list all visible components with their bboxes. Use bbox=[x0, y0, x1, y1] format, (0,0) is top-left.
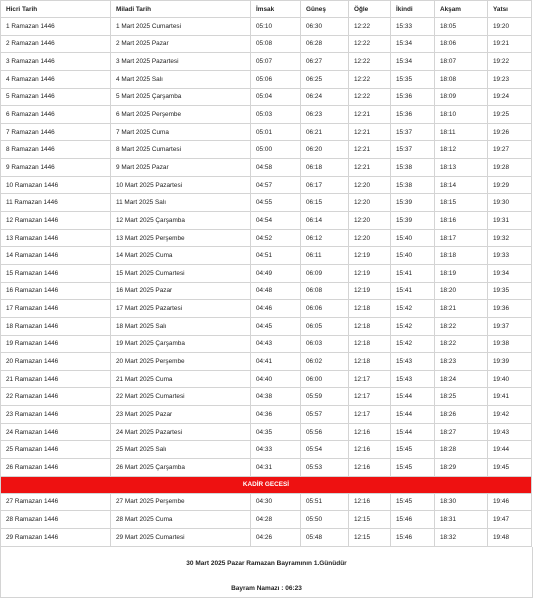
cell-miladi-tarih: 2 Mart 2025 Pazar bbox=[111, 35, 251, 53]
cell-aksam: 18:20 bbox=[435, 282, 488, 300]
cell-hicri-tarih: 25 Ramazan 1446 bbox=[1, 441, 111, 459]
table-row bbox=[1, 528, 532, 546]
cell-aksam: 18:08 bbox=[435, 70, 488, 88]
cell-hicri-tarih: 28 Ramazan 1446 bbox=[1, 511, 111, 529]
cell-ogle: 12:18 bbox=[349, 300, 391, 318]
cell-ikindi: 15:41 bbox=[391, 264, 435, 282]
cell-yatsi: 19:41 bbox=[488, 388, 532, 406]
header-aksam: Akşam bbox=[435, 1, 488, 18]
cell-yatsi: 19:31 bbox=[488, 212, 532, 230]
cell-yatsi: 19:32 bbox=[488, 229, 532, 247]
table-row bbox=[1, 335, 532, 353]
cell-hicri-tarih: 5 Ramazan 1446 bbox=[1, 88, 111, 106]
table-row bbox=[1, 53, 532, 71]
cell-imsak: 04:41 bbox=[251, 353, 301, 371]
cell-gunes: 06:20 bbox=[301, 141, 349, 159]
footer-spacer bbox=[1, 572, 532, 580]
cell-imsak: 05:07 bbox=[251, 53, 301, 71]
cell-miladi-tarih: 3 Mart 2025 Pazartesi bbox=[111, 53, 251, 71]
table-row bbox=[1, 35, 532, 53]
cell-imsak: 04:46 bbox=[251, 300, 301, 318]
cell-imsak: 04:33 bbox=[251, 441, 301, 459]
cell-aksam: 18:29 bbox=[435, 459, 488, 477]
header-ogle: Öğle bbox=[349, 1, 391, 18]
cell-gunes: 06:28 bbox=[301, 35, 349, 53]
cell-aksam: 18:30 bbox=[435, 493, 488, 511]
cell-gunes: 05:57 bbox=[301, 406, 349, 424]
cell-ogle: 12:22 bbox=[349, 88, 391, 106]
cell-imsak: 04:51 bbox=[251, 247, 301, 265]
cell-imsak: 04:43 bbox=[251, 335, 301, 353]
cell-hicri-tarih: 27 Ramazan 1446 bbox=[1, 493, 111, 511]
cell-yatsi: 19:25 bbox=[488, 106, 532, 124]
cell-aksam: 18:17 bbox=[435, 229, 488, 247]
cell-miladi-tarih: 22 Mart 2025 Cumartesi bbox=[111, 388, 251, 406]
cell-aksam: 18:27 bbox=[435, 423, 488, 441]
cell-imsak: 04:52 bbox=[251, 229, 301, 247]
cell-ogle: 12:19 bbox=[349, 264, 391, 282]
cell-ikindi: 15:34 bbox=[391, 53, 435, 71]
cell-ogle: 12:16 bbox=[349, 423, 391, 441]
cell-hicri-tarih: 9 Ramazan 1446 bbox=[1, 159, 111, 177]
cell-miladi-tarih: 10 Mart 2025 Pazartesi bbox=[111, 176, 251, 194]
cell-ogle: 12:21 bbox=[349, 159, 391, 177]
cell-miladi-tarih: 8 Mart 2025 Cumartesi bbox=[111, 141, 251, 159]
cell-yatsi: 19:33 bbox=[488, 247, 532, 265]
cell-gunes: 06:25 bbox=[301, 70, 349, 88]
cell-gunes: 06:06 bbox=[301, 300, 349, 318]
cell-hicri-tarih: 18 Ramazan 1446 bbox=[1, 317, 111, 335]
cell-ogle: 12:18 bbox=[349, 317, 391, 335]
table-row bbox=[1, 511, 532, 529]
cell-gunes: 06:09 bbox=[301, 264, 349, 282]
cell-miladi-tarih: 16 Mart 2025 Pazar bbox=[111, 282, 251, 300]
cell-aksam: 18:18 bbox=[435, 247, 488, 265]
cell-ogle: 12:18 bbox=[349, 353, 391, 371]
cell-hicri-tarih: 21 Ramazan 1446 bbox=[1, 370, 111, 388]
cell-miladi-tarih: 24 Mart 2025 Pazartesi bbox=[111, 423, 251, 441]
cell-aksam: 18:31 bbox=[435, 511, 488, 529]
cell-gunes: 06:00 bbox=[301, 370, 349, 388]
cell-aksam: 18:07 bbox=[435, 53, 488, 71]
cell-ikindi: 15:44 bbox=[391, 388, 435, 406]
cell-ogle: 12:17 bbox=[349, 370, 391, 388]
cell-ogle: 12:19 bbox=[349, 247, 391, 265]
cell-hicri-tarih: 22 Ramazan 1446 bbox=[1, 388, 111, 406]
cell-imsak: 04:28 bbox=[251, 511, 301, 529]
cell-ikindi: 15:37 bbox=[391, 123, 435, 141]
cell-hicri-tarih: 4 Ramazan 1446 bbox=[1, 70, 111, 88]
cell-aksam: 18:19 bbox=[435, 264, 488, 282]
kadir-gecesi-row bbox=[1, 476, 532, 493]
cell-hicri-tarih: 7 Ramazan 1446 bbox=[1, 123, 111, 141]
cell-yatsi: 19:26 bbox=[488, 123, 532, 141]
cell-yatsi: 19:48 bbox=[488, 528, 532, 546]
cell-miladi-tarih: 26 Mart 2025 Çarşamba bbox=[111, 459, 251, 477]
cell-imsak: 05:08 bbox=[251, 35, 301, 53]
cell-imsak: 05:06 bbox=[251, 70, 301, 88]
cell-hicri-tarih: 14 Ramazan 1446 bbox=[1, 247, 111, 265]
cell-aksam: 18:21 bbox=[435, 300, 488, 318]
cell-imsak: 04:40 bbox=[251, 370, 301, 388]
cell-hicri-tarih: 13 Ramazan 1446 bbox=[1, 229, 111, 247]
cell-imsak: 04:35 bbox=[251, 423, 301, 441]
table-row bbox=[1, 229, 532, 247]
cell-gunes: 06:21 bbox=[301, 123, 349, 141]
cell-gunes: 06:30 bbox=[301, 18, 349, 36]
cell-ogle: 12:17 bbox=[349, 406, 391, 424]
cell-yatsi: 19:36 bbox=[488, 300, 532, 318]
cell-gunes: 06:27 bbox=[301, 53, 349, 71]
cell-yatsi: 19:35 bbox=[488, 282, 532, 300]
table-row bbox=[1, 88, 532, 106]
kadir-gecesi-label: KADİR GECESİ bbox=[1, 476, 532, 493]
table-row bbox=[1, 70, 532, 88]
cell-ogle: 12:20 bbox=[349, 229, 391, 247]
cell-gunes: 06:18 bbox=[301, 159, 349, 177]
cell-ikindi: 15:39 bbox=[391, 194, 435, 212]
cell-gunes: 06:08 bbox=[301, 282, 349, 300]
cell-ogle: 12:18 bbox=[349, 335, 391, 353]
cell-hicri-tarih: 20 Ramazan 1446 bbox=[1, 353, 111, 371]
cell-hicri-tarih: 6 Ramazan 1446 bbox=[1, 106, 111, 124]
header-imsak: İmsak bbox=[251, 1, 301, 18]
cell-ogle: 12:21 bbox=[349, 141, 391, 159]
table-row bbox=[1, 423, 532, 441]
cell-miladi-tarih: 5 Mart 2025 Çarşamba bbox=[111, 88, 251, 106]
cell-miladi-tarih: 7 Mart 2025 Cuma bbox=[111, 123, 251, 141]
table-row bbox=[1, 388, 532, 406]
cell-gunes: 06:23 bbox=[301, 106, 349, 124]
kadir-section bbox=[1, 476, 532, 493]
header-ikindi: İkindi bbox=[391, 1, 435, 18]
table-row bbox=[1, 282, 532, 300]
cell-ogle: 12:16 bbox=[349, 459, 391, 477]
cell-yatsi: 19:24 bbox=[488, 88, 532, 106]
cell-imsak: 04:38 bbox=[251, 388, 301, 406]
cell-imsak: 05:00 bbox=[251, 141, 301, 159]
cell-gunes: 05:59 bbox=[301, 388, 349, 406]
cell-yatsi: 19:44 bbox=[488, 441, 532, 459]
cell-hicri-tarih: 15 Ramazan 1446 bbox=[1, 264, 111, 282]
cell-gunes: 05:53 bbox=[301, 459, 349, 477]
table-row bbox=[1, 212, 532, 230]
cell-aksam: 18:25 bbox=[435, 388, 488, 406]
cell-aksam: 18:09 bbox=[435, 88, 488, 106]
cell-hicri-tarih: 17 Ramazan 1446 bbox=[1, 300, 111, 318]
cell-miladi-tarih: 28 Mart 2025 Cuma bbox=[111, 511, 251, 529]
cell-miladi-tarih: 9 Mart 2025 Pazar bbox=[111, 159, 251, 177]
cell-aksam: 18:32 bbox=[435, 528, 488, 546]
cell-hicri-tarih: 3 Ramazan 1446 bbox=[1, 53, 111, 71]
cell-ikindi: 15:45 bbox=[391, 493, 435, 511]
header-hicri-tarih: Hicri Tarih bbox=[1, 1, 111, 18]
cell-aksam: 18:06 bbox=[435, 35, 488, 53]
cell-imsak: 04:49 bbox=[251, 264, 301, 282]
cell-aksam: 18:26 bbox=[435, 406, 488, 424]
cell-yatsi: 19:29 bbox=[488, 176, 532, 194]
bayram-footer bbox=[0, 547, 533, 598]
cell-imsak: 04:31 bbox=[251, 459, 301, 477]
cell-aksam: 18:28 bbox=[435, 441, 488, 459]
cell-yatsi: 19:38 bbox=[488, 335, 532, 353]
cell-ikindi: 15:46 bbox=[391, 511, 435, 529]
cell-aksam: 18:22 bbox=[435, 317, 488, 335]
cell-hicri-tarih: 10 Ramazan 1446 bbox=[1, 176, 111, 194]
cell-ogle: 12:20 bbox=[349, 194, 391, 212]
bayram-note: 30 Mart 2025 Pazar Ramazan Bayramının 1.Günüdür bbox=[186, 559, 347, 567]
cell-imsak: 04:57 bbox=[251, 176, 301, 194]
cell-gunes: 05:56 bbox=[301, 423, 349, 441]
cell-imsak: 04:48 bbox=[251, 282, 301, 300]
cell-gunes: 06:24 bbox=[301, 88, 349, 106]
cell-yatsi: 19:28 bbox=[488, 159, 532, 177]
table-row bbox=[1, 441, 532, 459]
cell-ikindi: 15:42 bbox=[391, 300, 435, 318]
cell-gunes: 05:51 bbox=[301, 493, 349, 511]
table-row bbox=[1, 370, 532, 388]
header-row bbox=[1, 1, 532, 18]
cell-yatsi: 19:47 bbox=[488, 511, 532, 529]
table-row bbox=[1, 247, 532, 265]
cell-yatsi: 19:34 bbox=[488, 264, 532, 282]
table-row bbox=[1, 406, 532, 424]
cell-miladi-tarih: 27 Mart 2025 Perşembe bbox=[111, 493, 251, 511]
cell-aksam: 18:11 bbox=[435, 123, 488, 141]
cell-ogle: 12:20 bbox=[349, 212, 391, 230]
cell-aksam: 18:13 bbox=[435, 159, 488, 177]
cell-ogle: 12:16 bbox=[349, 493, 391, 511]
cell-yatsi: 19:39 bbox=[488, 353, 532, 371]
cell-hicri-tarih: 12 Ramazan 1446 bbox=[1, 212, 111, 230]
cell-miladi-tarih: 11 Mart 2025 Salı bbox=[111, 194, 251, 212]
cell-imsak: 04:55 bbox=[251, 194, 301, 212]
cell-miladi-tarih: 29 Mart 2025 Cumartesi bbox=[111, 528, 251, 546]
cell-aksam: 18:15 bbox=[435, 194, 488, 212]
cell-miladi-tarih: 17 Mart 2025 Pazartesi bbox=[111, 300, 251, 318]
cell-yatsi: 19:45 bbox=[488, 459, 532, 477]
cell-miladi-tarih: 20 Mart 2025 Perşembe bbox=[111, 353, 251, 371]
cell-ikindi: 15:46 bbox=[391, 528, 435, 546]
cell-ogle: 12:22 bbox=[349, 35, 391, 53]
cell-miladi-tarih: 15 Mart 2025 Cumartesi bbox=[111, 264, 251, 282]
cell-ikindi: 15:35 bbox=[391, 70, 435, 88]
cell-imsak: 04:45 bbox=[251, 317, 301, 335]
cell-gunes: 06:12 bbox=[301, 229, 349, 247]
cell-miladi-tarih: 21 Mart 2025 Cuma bbox=[111, 370, 251, 388]
cell-ikindi: 15:36 bbox=[391, 106, 435, 124]
cell-imsak: 05:01 bbox=[251, 123, 301, 141]
table-row bbox=[1, 493, 532, 511]
cell-ikindi: 15:41 bbox=[391, 282, 435, 300]
cell-ogle: 12:16 bbox=[349, 441, 391, 459]
cell-ogle: 12:17 bbox=[349, 388, 391, 406]
cell-hicri-tarih: 11 Ramazan 1446 bbox=[1, 194, 111, 212]
cell-ogle: 12:22 bbox=[349, 18, 391, 36]
cell-ikindi: 15:39 bbox=[391, 212, 435, 230]
table-row bbox=[1, 353, 532, 371]
cell-hicri-tarih: 19 Ramazan 1446 bbox=[1, 335, 111, 353]
cell-imsak: 04:58 bbox=[251, 159, 301, 177]
cell-yatsi: 19:21 bbox=[488, 35, 532, 53]
table-row bbox=[1, 264, 532, 282]
cell-miladi-tarih: 23 Mart 2025 Pazar bbox=[111, 406, 251, 424]
table-row bbox=[1, 159, 532, 177]
cell-hicri-tarih: 2 Ramazan 1446 bbox=[1, 35, 111, 53]
cell-aksam: 18:14 bbox=[435, 176, 488, 194]
table-row bbox=[1, 176, 532, 194]
cell-yatsi: 19:40 bbox=[488, 370, 532, 388]
table-row bbox=[1, 317, 532, 335]
header-miladi-tarih: Miladi Tarih bbox=[111, 1, 251, 18]
cell-yatsi: 19:46 bbox=[488, 493, 532, 511]
cell-ikindi: 15:42 bbox=[391, 335, 435, 353]
cell-ikindi: 15:45 bbox=[391, 459, 435, 477]
cell-ikindi: 15:34 bbox=[391, 35, 435, 53]
cell-ogle: 12:20 bbox=[349, 176, 391, 194]
cell-yatsi: 19:22 bbox=[488, 53, 532, 71]
cell-gunes: 06:02 bbox=[301, 353, 349, 371]
table-body-after bbox=[1, 493, 532, 546]
cell-gunes: 06:17 bbox=[301, 176, 349, 194]
cell-miladi-tarih: 12 Mart 2025 Çarşamba bbox=[111, 212, 251, 230]
cell-imsak: 05:10 bbox=[251, 18, 301, 36]
cell-ikindi: 15:36 bbox=[391, 88, 435, 106]
table-row bbox=[1, 459, 532, 477]
cell-gunes: 05:50 bbox=[301, 511, 349, 529]
cell-ikindi: 15:43 bbox=[391, 353, 435, 371]
cell-imsak: 04:36 bbox=[251, 406, 301, 424]
cell-miladi-tarih: 19 Mart 2025 Çarşamba bbox=[111, 335, 251, 353]
cell-ikindi: 15:38 bbox=[391, 176, 435, 194]
header-yatsi: Yatsı bbox=[488, 1, 532, 18]
cell-imsak: 04:26 bbox=[251, 528, 301, 546]
cell-miladi-tarih: 1 Mart 2025 Cumartesi bbox=[111, 18, 251, 36]
cell-yatsi: 19:43 bbox=[488, 423, 532, 441]
cell-ogle: 12:22 bbox=[349, 53, 391, 71]
cell-gunes: 06:03 bbox=[301, 335, 349, 353]
cell-miladi-tarih: 14 Mart 2025 Cuma bbox=[111, 247, 251, 265]
cell-gunes: 06:05 bbox=[301, 317, 349, 335]
cell-ikindi: 15:37 bbox=[391, 141, 435, 159]
cell-hicri-tarih: 16 Ramazan 1446 bbox=[1, 282, 111, 300]
cell-ikindi: 15:40 bbox=[391, 247, 435, 265]
cell-ikindi: 15:45 bbox=[391, 441, 435, 459]
cell-gunes: 06:15 bbox=[301, 194, 349, 212]
cell-gunes: 06:11 bbox=[301, 247, 349, 265]
cell-miladi-tarih: 13 Mart 2025 Perşembe bbox=[111, 229, 251, 247]
cell-yatsi: 19:23 bbox=[488, 70, 532, 88]
cell-hicri-tarih: 8 Ramazan 1446 bbox=[1, 141, 111, 159]
cell-miladi-tarih: 6 Mart 2025 Perşembe bbox=[111, 106, 251, 124]
cell-hicri-tarih: 1 Ramazan 1446 bbox=[1, 18, 111, 36]
cell-gunes: 06:14 bbox=[301, 212, 349, 230]
cell-gunes: 05:54 bbox=[301, 441, 349, 459]
cell-ikindi: 15:44 bbox=[391, 406, 435, 424]
cell-yatsi: 19:42 bbox=[488, 406, 532, 424]
cell-aksam: 18:23 bbox=[435, 353, 488, 371]
table-row bbox=[1, 18, 532, 36]
cell-imsak: 05:04 bbox=[251, 88, 301, 106]
cell-ikindi: 15:44 bbox=[391, 423, 435, 441]
cell-ogle: 12:15 bbox=[349, 528, 391, 546]
table-row bbox=[1, 106, 532, 124]
cell-yatsi: 19:27 bbox=[488, 141, 532, 159]
cell-aksam: 18:24 bbox=[435, 370, 488, 388]
table-row bbox=[1, 194, 532, 212]
table-body-before bbox=[1, 18, 532, 477]
cell-hicri-tarih: 23 Ramazan 1446 bbox=[1, 406, 111, 424]
cell-imsak: 04:30 bbox=[251, 493, 301, 511]
cell-yatsi: 19:20 bbox=[488, 18, 532, 36]
cell-yatsi: 19:37 bbox=[488, 317, 532, 335]
cell-aksam: 18:22 bbox=[435, 335, 488, 353]
cell-imsak: 05:03 bbox=[251, 106, 301, 124]
cell-hicri-tarih: 26 Ramazan 1446 bbox=[1, 459, 111, 477]
cell-ogle: 12:19 bbox=[349, 282, 391, 300]
cell-miladi-tarih: 4 Mart 2025 Salı bbox=[111, 70, 251, 88]
cell-ikindi: 15:38 bbox=[391, 159, 435, 177]
cell-ogle: 12:21 bbox=[349, 123, 391, 141]
bayram-namazi-time: Bayram Namazı : 06:23 bbox=[231, 584, 302, 592]
table-row bbox=[1, 141, 532, 159]
cell-aksam: 18:10 bbox=[435, 106, 488, 124]
cell-aksam: 18:05 bbox=[435, 18, 488, 36]
cell-yatsi: 19:30 bbox=[488, 194, 532, 212]
cell-ikindi: 15:33 bbox=[391, 18, 435, 36]
cell-ogle: 12:22 bbox=[349, 70, 391, 88]
cell-imsak: 04:54 bbox=[251, 212, 301, 230]
cell-miladi-tarih: 18 Mart 2025 Salı bbox=[111, 317, 251, 335]
cell-miladi-tarih: 25 Mart 2025 Salı bbox=[111, 441, 251, 459]
cell-ikindi: 15:40 bbox=[391, 229, 435, 247]
table-row bbox=[1, 123, 532, 141]
cell-gunes: 05:48 bbox=[301, 528, 349, 546]
header-gunes: Güneş bbox=[301, 1, 349, 18]
cell-ogle: 12:15 bbox=[349, 511, 391, 529]
cell-aksam: 18:16 bbox=[435, 212, 488, 230]
cell-ikindi: 15:43 bbox=[391, 370, 435, 388]
cell-hicri-tarih: 29 Ramazan 1446 bbox=[1, 528, 111, 546]
cell-aksam: 18:12 bbox=[435, 141, 488, 159]
footer-spacer bbox=[1, 547, 532, 555]
cell-ogle: 12:21 bbox=[349, 106, 391, 124]
cell-ikindi: 15:42 bbox=[391, 317, 435, 335]
cell-hicri-tarih: 24 Ramazan 1446 bbox=[1, 423, 111, 441]
table-row bbox=[1, 300, 532, 318]
